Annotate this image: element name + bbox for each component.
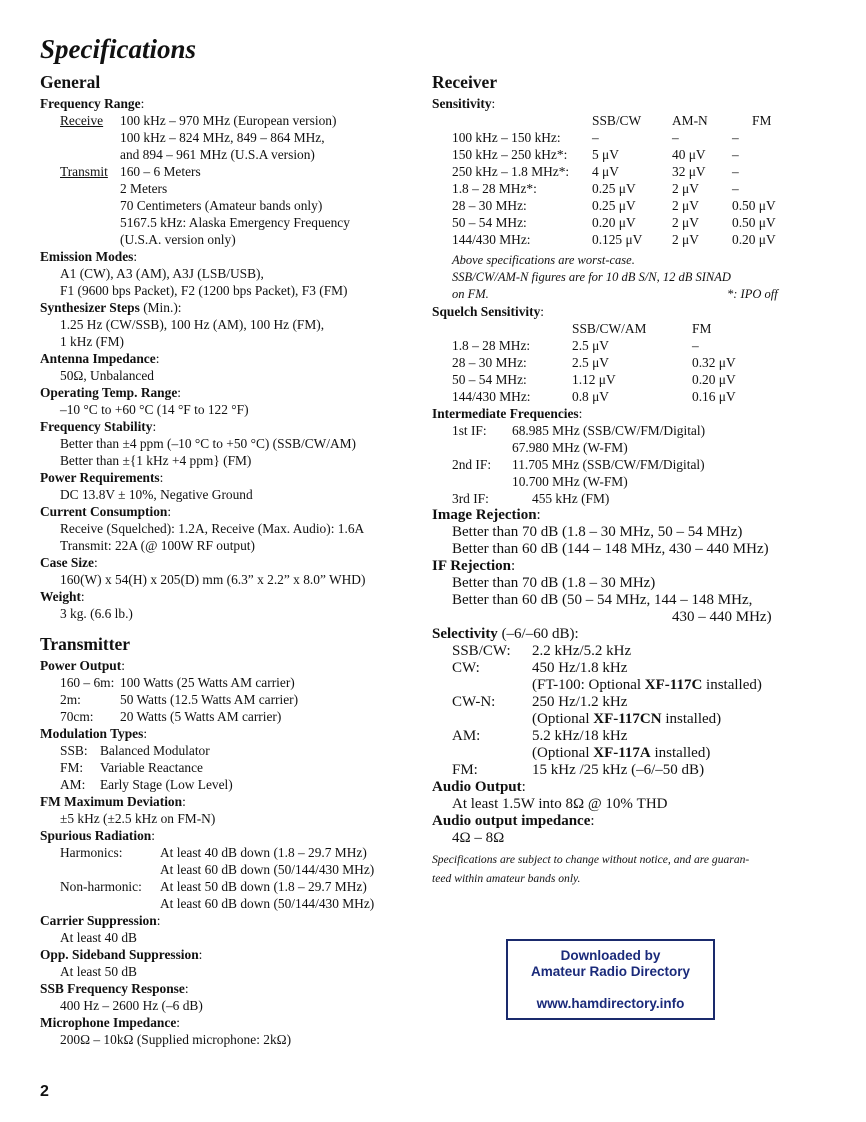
power-value: 20 Watts (5 Watts AM carrier) (120, 709, 282, 724)
temp-label: Operating Temp. Range: (40, 385, 182, 400)
sq-fm: 0.16 μV (692, 389, 736, 404)
antenna-label: Antenna Impedance: (40, 351, 160, 366)
transmit-line: 70 Centimeters (Amateur bands only) (120, 198, 323, 213)
if2-label: 2nd IF: (452, 457, 492, 472)
if-rejection-line: Better than 60 dB (50 – 54 MHz, 144 – 148 MHz, (452, 592, 753, 608)
stability-line: Better than ±{1 kHz +4 ppm} (FM) (60, 453, 252, 468)
sens-band: 50 – 54 MHz: (452, 215, 527, 230)
if2-line: 11.705 MHz (SSB/CW/FM/Digital) (512, 457, 705, 472)
sq-ssb: 2.5 μV (572, 355, 609, 370)
sens-ssb: 0.20 μV (592, 215, 636, 230)
opp-sideband-label: Opp. Sideband Suppression: (40, 947, 203, 962)
audio-impedance-value: 4Ω – 8Ω (452, 830, 505, 846)
power-band: 2m: (60, 692, 81, 707)
image-rejection-line: Better than 60 dB (144 – 148 MHz, 430 – 440 MHz) (452, 541, 769, 557)
sq-band: 28 – 30 MHz: (452, 355, 527, 370)
sq-band: 1.8 – 28 MHz: (452, 338, 531, 353)
transmitter-heading: Transmitter (40, 634, 131, 654)
sens-band: 100 kHz – 150 kHz: (452, 130, 561, 145)
current-line: Receive (Squelched): 1.2A, Receive (Max. Audio): 1.6A (60, 521, 365, 536)
sens-fm: 0.20 μV (732, 232, 776, 247)
sel-value: 5.2 kHz/18 kHz (532, 728, 628, 744)
audio-output-value: At least 1.5W into 8Ω @ 10% THD (452, 796, 668, 812)
sens-fm: – (732, 181, 739, 196)
nonharmonic-line: At least 50 dB down (1.8 – 29.7 MHz) (160, 879, 367, 894)
if1-line: 67.980 MHz (W-FM) (512, 440, 628, 455)
receive-line: 100 kHz – 970 MHz (European version) (120, 113, 337, 128)
if3-value: 455 kHz (FM) (532, 491, 610, 506)
emission-label: Emission Modes: (40, 249, 138, 264)
sq-fm: – (692, 338, 699, 353)
power-band: 70cm: (60, 709, 94, 724)
spurious-label: Spurious Radiation: (40, 828, 155, 843)
emission-line: A1 (CW), A3 (AM), A3J (LSB/USB), (60, 266, 264, 281)
download-line: Amateur Radio Directory (530, 964, 691, 979)
power-req-label: Power Requirements: (40, 470, 164, 485)
image-rejection-label: Image Rejection: (432, 507, 541, 523)
download-link[interactable]: www.hamdirectory.info (536, 996, 685, 1011)
sq-header: SSB/CW/AM (572, 321, 647, 336)
if-label: Intermediate Frequencies: (432, 406, 583, 421)
case-label: Case Size: (40, 555, 98, 570)
temp-value: –10 °C to +60 °C (14 °F to 122 °F) (60, 402, 249, 417)
transmit-line: (U.S.A. version only) (120, 232, 236, 247)
nonharmonic-line: At least 60 dB down (50/144/430 MHz) (160, 896, 375, 911)
audio-impedance-label: Audio output impedance: (432, 813, 595, 829)
frequency-range-label: Frequency Range: (40, 96, 145, 111)
power-output-label: Power Output: (40, 658, 125, 673)
transmit-line: 5167.5 kHz: Alaska Emergency Frequency (120, 215, 350, 230)
sens-note: Above specifications are worst-case. (452, 253, 635, 267)
mod-value: Early Stage (Low Level) (100, 777, 233, 792)
ssb-response-label: SSB Frequency Response: (40, 981, 189, 996)
sens-band: 144/430 MHz: (452, 232, 531, 247)
sens-fm: – (732, 147, 739, 162)
stability-label: Frequency Stability: (40, 419, 157, 434)
sel-value: 15 kHz /25 kHz (–6/–50 dB) (532, 762, 705, 778)
transmit-line: 160 – 6 Meters (120, 164, 201, 179)
fm-deviation-label: FM Maximum Deviation: (40, 794, 186, 809)
image-rejection-line: Better than 70 dB (1.8 – 30 MHz, 50 – 54 MHz) (452, 524, 743, 540)
squelch-label: Squelch Sensitivity: (432, 304, 544, 319)
carrier-value: At least 40 dB (60, 930, 137, 945)
current-line: Transmit: 22A (@ 100W RF output) (60, 538, 255, 553)
sq-ssb: 1.12 μV (572, 372, 616, 387)
synth-line: 1.25 Hz (CW/SSB), 100 Hz (AM), 100 Hz (FM), (60, 317, 325, 332)
power-band: 160 – 6m: (60, 675, 115, 690)
sel-mode: AM: (452, 728, 481, 744)
sens-band: 1.8 – 28 MHz*: (452, 181, 537, 196)
sens-ssb: – (592, 130, 599, 145)
weight-label: Weight: (40, 589, 85, 604)
mod-mode: SSB: (60, 743, 88, 758)
modulation-label: Modulation Types: (40, 726, 148, 741)
if-rejection-line: 430 – 440 MHz) (672, 609, 772, 625)
sens-am: 2 μV (672, 232, 699, 247)
harmonics-line: At least 60 dB down (50/144/430 MHz) (160, 862, 375, 877)
receiver-heading: Receiver (432, 72, 498, 92)
receive-label: Receive (60, 113, 104, 128)
sens-am: 40 μV (672, 147, 706, 162)
sq-header: FM (692, 321, 712, 336)
audio-output-label: Audio Output: (432, 779, 526, 795)
sens-header: FM (752, 113, 772, 128)
if2-line: 10.700 MHz (W-FM) (512, 474, 628, 489)
mod-value: Balanced Modulator (100, 743, 210, 758)
footnote-line: Specifications are subject to change without notice, and are guaran- (432, 853, 750, 866)
synth-label: Synthesizer Steps (Min.): (40, 300, 182, 315)
case-value: 160(W) x 54(H) x 205(D) mm (6.3” x 2.2” x 8.0” WHD) (60, 572, 366, 587)
sens-am: 2 μV (672, 181, 699, 196)
mic-impedance-label: Microphone Impedance: (40, 1015, 180, 1030)
receive-line: and 894 – 961 MHz (U.S.A version) (120, 147, 315, 162)
opp-sideband-value: At least 50 dB (60, 964, 137, 979)
transmit-label: Transmit (60, 164, 108, 179)
if-rejection-label: IF Rejection: (432, 558, 516, 574)
synth-line: 1 kHz (FM) (60, 334, 124, 349)
sens-band: 28 – 30 MHz: (452, 198, 527, 213)
sel-note: (FT-100: Optional XF-117C installed) (532, 677, 762, 693)
sens-fm: 0.50 μV (732, 215, 776, 230)
download-notice-box (506, 939, 715, 1020)
receive-line: 100 kHz – 824 MHz, 849 – 864 MHz, (120, 130, 325, 145)
ipo-note: *: IPO off (727, 287, 778, 301)
sel-mode: CW: (452, 660, 480, 676)
if1-label: 1st IF: (452, 423, 487, 438)
sq-ssb: 0.8 μV (572, 389, 609, 404)
sens-band: 250 kHz – 1.8 MHz*: (452, 164, 570, 179)
footnote-line: teed within amateur bands only. (432, 872, 581, 885)
sens-ssb: 5 μV (592, 147, 619, 162)
general-heading: General (40, 72, 101, 92)
mod-mode: FM: (60, 760, 84, 775)
sens-header: AM-N (672, 113, 708, 128)
sq-fm: 0.20 μV (692, 372, 736, 387)
sens-fm: 0.50 μV (732, 198, 776, 213)
sel-note: (Optional XF-117CN installed) (532, 711, 722, 727)
download-line: Downloaded by (560, 948, 661, 963)
sens-ssb: 4 μV (592, 164, 619, 179)
sensitivity-label: Sensitivity: (432, 96, 496, 111)
sq-band: 50 – 54 MHz: (452, 372, 527, 387)
mic-impedance-value: 200Ω – 10kΩ (Supplied microphone: 2kΩ) (60, 1032, 292, 1047)
sel-mode: CW-N: (452, 694, 496, 710)
harmonics-label: Harmonics: (60, 845, 123, 860)
sel-value: 450 Hz/1.8 kHz (532, 660, 628, 676)
sens-ssb: 0.25 μV (592, 181, 636, 196)
stability-line: Better than ±4 ppm (–10 °C to +50 °C) (SSB/CW/AM) (60, 436, 357, 451)
nonharmonic-label: Non-harmonic: (60, 879, 142, 894)
sens-band: 150 kHz – 250 kHz*: (452, 147, 568, 162)
sq-band: 144/430 MHz: (452, 389, 531, 404)
mod-mode: AM: (60, 777, 86, 792)
if1-line: 68.985 MHz (SSB/CW/FM/Digital) (512, 423, 706, 438)
harmonics-line: At least 40 dB down (1.8 – 29.7 MHz) (160, 845, 367, 860)
sens-ssb: 0.25 μV (592, 198, 636, 213)
sens-am: 2 μV (672, 198, 699, 213)
power-value: 100 Watts (25 Watts AM carrier) (120, 675, 295, 690)
if3-label: 3rd IF: (452, 491, 489, 506)
ssb-response-value: 400 Hz – 2600 Hz (–6 dB) (60, 998, 203, 1013)
sens-am: 2 μV (672, 215, 699, 230)
sens-am: – (672, 130, 679, 145)
sens-note: on FM. (452, 287, 489, 301)
transmit-line: 2 Meters (120, 181, 168, 196)
sq-fm: 0.32 μV (692, 355, 736, 370)
sens-note: SSB/CW/AM-N figures are for 10 dB S/N, 12 dB SINAD (452, 270, 731, 284)
sens-fm: – (732, 130, 739, 145)
sq-ssb: 2.5 μV (572, 338, 609, 353)
sens-fm: – (732, 164, 739, 179)
emission-line: F1 (9600 bps Packet), F2 (1200 bps Packet), F3 (FM) (60, 283, 348, 298)
sel-mode: FM: (452, 762, 478, 778)
mod-value: Variable Reactance (100, 760, 203, 775)
power-req-value: DC 13.8V ± 10%, Negative Ground (60, 487, 253, 502)
sens-header: SSB/CW (592, 113, 642, 128)
sel-note: (Optional XF-117A installed) (532, 745, 711, 761)
fm-deviation-value: ±5 kHz (±2.5 kHz on FM-N) (60, 811, 216, 826)
current-label: Current Consumption: (40, 504, 172, 519)
page-title: Specifications (40, 34, 196, 64)
sel-value: 2.2 kHz/5.2 kHz (532, 643, 632, 659)
sens-am: 32 μV (672, 164, 706, 179)
selectivity-label: Selectivity (–6/–60 dB): (432, 626, 579, 642)
power-value: 50 Watts (12.5 Watts AM carrier) (120, 692, 299, 707)
sens-ssb: 0.125 μV (592, 232, 643, 247)
sel-value: 250 Hz/1.2 kHz (532, 694, 628, 710)
if-rejection-line: Better than 70 dB (1.8 – 30 MHz) (452, 575, 656, 591)
weight-value: 3 kg. (6.6 lb.) (60, 606, 133, 621)
sel-mode: SSB/CW: (452, 643, 511, 659)
antenna-value: 50Ω, Unbalanced (60, 368, 154, 383)
carrier-label: Carrier Suppression: (40, 913, 161, 928)
page-number: 2 (40, 1083, 49, 1100)
